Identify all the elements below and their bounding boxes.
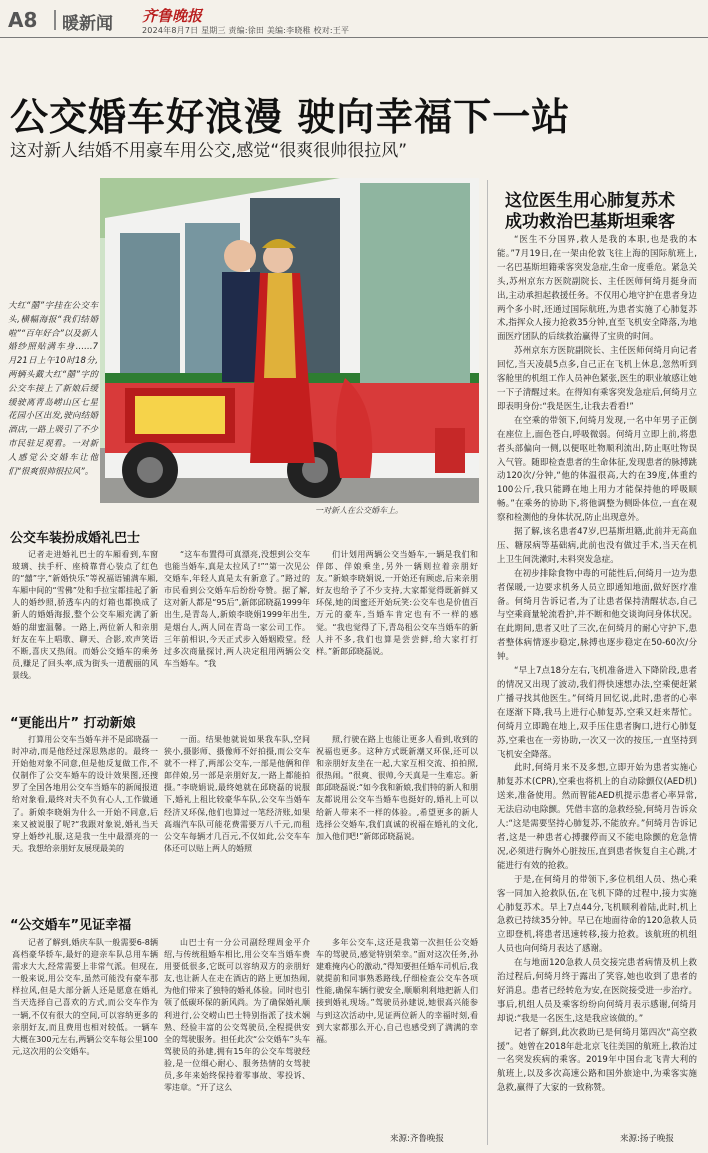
section-2-col-2: 一面。结果他就说如果我车队,空间狭小,摄影师、摄像师不好拍摄,而公交车就不一样了,两部公交车,一部是他俩和伴郎伴娘,另一部是亲朋好友,一路上都能拍摄。”李晓娟说,最终她就在邱晓磊的说服下,婚礼上租比较豪华车队,公交车当婚车经济又环保,他们也算过一笔经济账,如果高端汽车队可能花费需要万八千元,而租公交车每辆才几百元,不仅如此,公交车车体还可以贴上两人的婚照 [164, 735, 310, 853]
dateline: 2024年8月7日 星期三 责编:徐田 美编:李晓稚 校对:王平 [142, 26, 350, 35]
side-story-paragraph: 苏州京东方医院副院长、主任医师何绮月向记者回忆,当天凌晨5点多,自己正在飞机上休息,忽然听到客舱里的机组工作人员神色紧张,医生的职业敏感让她一下子清醒过来。在得知有乘客突发急症后,何绮月立即表明身份:“我是医生,让我去看看!” [497, 346, 697, 412]
wedding-bus-illustration [100, 178, 479, 503]
newspaper-logo: 齐鲁晚报 [142, 7, 203, 25]
main-subheadline: 这对新人结婚不用豪车用公交,感觉“很爽很帅很拉风” [10, 141, 408, 161]
side-story-paragraph: 在空乘的带领下,何绮月发现,一名中年男子正倒在座位上,面色苍白,呼吸微弱。何绮月立即上前,将患者头部偏向一侧,以便呕吐物顺利流出,防止呕吐物误入气管。随即检查患者的生命体征,发现患者的脉搏跳动120次/分钟,“他的体温很高,大约在39度,体重约100公斤,我只能蹲在地上用力才能保持他的呼吸顺畅。”在乘务的协助下,将他调整为侧卧体位,一直在观察和检测他的身体状况,防止出现意外。 [497, 415, 697, 524]
column-divider [487, 180, 488, 1145]
side-story-body [497, 234, 697, 1096]
section-1-col-3: 们计划用两辆公交当婚车,一辆是我们和伴郎、伴娘乘坐,另外一辆则拉着亲朋好友。”新娘李晓娟说,一开始还有顾虑,后来亲朋好友也给予了不少支持,大家都觉得既新鲜又环保,她的闺蜜还开始玩笑:公交车也是价值百万元的豪车,当婚车肯定也有不一样的感觉。“我也觉得了下,青岛租公交车当婚车的新人并不多,我们也算是尝尝鲜,给大家打打样。”新郎邱晓磊说。 [316, 550, 478, 656]
side-story-paragraph: 此时,何绮月来不及多想,立即开始为患者实施心肺复苏术(CPR),空乘也将机上的自动除颤仪(AED机)送来,准备使用。然而智能AED机提示患者心率异常,无法启动电除颤。凭借丰富的急救经验,何绮月告诉众人:“这是需要坚持心肺复苏,不能放弃。”何绮月告诉记者,这是一种患者心搏骤停而又不能电除颤的危急情况,必须进行胸外心脏按压,直到患者恢复自主心跳,才能进行有效的抢救。 [497, 763, 697, 871]
section-3-col-2: 山巴士有一分公司副经理周金平介绍,与传统租婚车相比,用公交车当婚车费用要低很多,它既可以容纳双方的亲朋好友,也让新人在走在酒店的路上更加热闹,为他们带来了独特的婚礼体验。同时也引领了低碳环保的新风尚。为了确保婚礼顺利进行,公交崂山巴士特别指派了技术娴熟、经验丰富的公交驾驶员,全程提供安全的驾驶服务。担任此次“公交婚车”头车驾驶员的孙建,拥有15年的公交车驾驶经验,是一位细心耐心、服务热情的女驾驶员,多年来始终保持着零事故、零投诉、零违章。“开了这么 [164, 938, 310, 1093]
side-story-title-line-1: 这位医生用心肺复苏术 [505, 191, 675, 211]
section-1-col-1: 记者走进婚礼巴士的车厢看到,车窗玻璃、扶手杆、座椅靠背心装点了红色的“囍”字,“新婚快乐”等祝福语铺满车厢,车厢中间的“雪佛”处和手拉宝都挂起了新人的婚纱照,骄透车内的灯箱也都换成了新人的婚婚海报,整个公交车厢充满了新婚的甜蜜温馨。一路上,两位新人和亲朋好友在车上唱歌、聊天、合影,欢声笑语不断,喜庆又热闹。而婚公交婚车的乘务员,赚足了回头率,成为街头一道靓丽的风景线。 [12, 550, 158, 680]
side-story-paragraph: “早上7点18分左右,飞机准备进入下降阶段,患者的情况又出现了波动,我们得快速想办法,空乘便赶紧广播寻找其他医生。”何绮月回忆说,此时,患者的心率在逐渐下降,我马上进行心肺复苏,空乘又赶来帮忙。何绮月立即跪在地上,双手压住患者胸口,进行心肺复苏,空乘也在一旁协助,一次又一次的按压,一直坚持到飞机安全降落。 [497, 666, 697, 760]
side-story-paragraph: 在与地面120急救人员交接完患者病情及机上救治过程后,何绮月终于露出了笑容,她也收到了患者的好消息。患者已经转危为安,在医院接受进一步治疗。事后,机组人员及乘客纷纷向何绮月表示感谢,何绮月却说:“我是一名医生,这是我应该做的。” [497, 958, 697, 1024]
section-3-col-1: 记者了解到,婚庆车队一般需要6-8辆高档豪华轿车,最好的迎亲车队总用车辆需求大大,经常需要上非常气派。但现在,一般来说,用公交车,虽然可能没有豪车那样拉风,但是大部分新人还是愿意在婚礼当天选择自己喜欢的方式,而公交车作为一辆,不仅有很大的空间,可以容纳更多的亲朋好友,而且费用也相对较低。一辆车大概在300元左右,两辆公交车每公里100元,这次用的公交婚车。 [12, 938, 158, 1056]
section-2-col-3: 照,行驶在路上也能让更多人看到,收到的祝福也更多。这种方式既新潮又环保,还可以和亲朋好友坐在一起,大家互相交流、拍拍照,很热闹。“很爽、很帅,今天真是一生难忘。新郎邱晓磊说:“如今我和新娘,我们特的新人和朋友都说用公交车当婚车也挺好的,婚礼上可以给新人带来不一样的体验。,希望更多的新人选择公交婚车,我们真诚的祝福在婚礼的文化,加入他们吧!”新郎邱晓磊说。 [316, 735, 478, 841]
photo-caption: 一对新人在公交婚车上。 [315, 506, 403, 515]
side-story-title-line-2: 成功救治巴基斯坦乘客 [505, 212, 675, 232]
page-number: A8 [8, 8, 38, 32]
side-story-paragraph: 记者了解到,此次救助已是何绮月第四次“高空救援”。她曾在2018年赴北京飞往美国的航班上,救治过一名突发疾病的乘客。2019年中国台北飞青大利的航班上,以及多次高速公路和国外旅途中,为乘客实施急救,赢得了大家的一致称赞。 [497, 1027, 697, 1094]
photo-side-caption: 大红“囍”字挂在公交车头,横幅海报“我们结婚啦”“百年好合”以及新人婚纱照贴满车身……7月21日上午10时18分,两辆头戴大红“囍”字的公交车接上了新娘后缓缓驶离青岛崂山区七星花园小区出发,驶向结婚酒店,一路上吸引了不少市民驻足观看。一对新人感觉公交婚车让他们“很爽很帅很拉风”。 [8, 301, 98, 477]
side-story-paragraph: 据了解,该名患者47岁,巴基斯坦籍,此前并无高血压、糖尿病等基础病,此前也没有做过手术,当天在机上卫生间洗漱时,未料突发急症。 [497, 527, 697, 565]
section-title-2: “更能出片” 打动新娘 [10, 716, 136, 731]
main-story-source: 来源:齐鲁晚报 [390, 1134, 444, 1144]
side-story-paragraph: 于是,在何绮月的带领下,多位机组人员、热心乘客一同加入抢救队伍,在飞机下降的过程中,接力实施心肺复苏术。早上7点44分,飞机顺利着陆,此时,机上急救已持续35分钟。早已在地面待命的120急救人员立即登机,将患者迅速转移,接力抢救。该航班的机组人员也向何绮月表达了感谢。 [497, 874, 697, 955]
side-story-paragraph: 在初步排除食物中毒的可能性后,何绮月一边为患者保暖,一边要求机务人员立即通知地面,做好医疗准备。何绮月告诉记者,为了让患者保持清醒状态,自己与空乘商量轮流看护,并不断和他交谈询问身体状况。在此期间,患者又吐了三次,在何绮月的耐心守护下,患者整体病情逐步稳定,脉搏也逐步稳定在50-60次/分钟。 [497, 568, 697, 663]
section-title-3: “公交婚车”见证幸福 [10, 918, 132, 933]
section-3-col-3: 多年公交车,这还是我第一次担任公交婚车的驾驶员,感觉特别荣幸。”面对这次任务,孙建难掩内心的激动,“得知要担任婚车司机后,我就提前和同事熟悉路线,仔细检查公交车各项性能,确保车辆行驶安全,顺顺利利地把新人们接到婚礼现场。”驾驶员孙建说,她很高兴能参与到这次活动中,见证两位新人的幸福时刻,看到大家都那么开心,自己也感受到了满满的幸福。 [316, 938, 478, 1044]
section-name: 暖新闻 [62, 14, 113, 34]
section-2-col-1: 打算用公交车当婚车并不是邱晓磊一时冲动,而是他经过深思熟虑的。最终一开始他对象不同意,但是他反复做工作,不仅制作了公交车婚车的设计效果图,还搜罗了全国各地用公交车当婚车的新闻报道给对象看,最终对夫不负有心人,工作做通了。新娘李晓娟为什么一开始不同意,后来又被说服了呢?“我跟对象说,婚礼当天穿上婚纱礼服,这是我一生中最漂亮的一天。我想给亲朋好友展现最美的 [12, 735, 158, 853]
section-title-1: 公交车装扮成婚礼巴士 [10, 531, 141, 546]
page-header [0, 0, 708, 38]
section-divider [54, 10, 56, 30]
wedding-bus-photo [100, 178, 479, 503]
side-story-source: 来源:扬子晚报 [620, 1134, 674, 1144]
main-headline: 公交婚车好浪漫 驶向幸福下一站 [10, 95, 571, 139]
section-1-col-2: “这车布置得可真漂亮,没想到公交车也能当婚车,真是太拉风了!”“第一次见公交婚车,年轻人真是太有新意了。”路过的市民看到公交婚车后纷纷夸赞。据了解,这对新人都是“95后”,新郎邱晓磊1999年出生,是青岛人,新娘李晓娟1999年出生,是烟台人,两人同在青岛一家公司工作。三年前相识,今天正式步入婚姻殿堂。经过多次商量探讨,两人决定租用两辆公交车当婚车。“我 [164, 550, 310, 668]
side-story-paragraph: “医生不分国界,救人是我的本职,也是我的本能。”7月19日,在一架由伦敦飞往上海的国际航班上,一名巴基斯坦籍乘客突发急症,生命一度垂危。紧急关头,苏州京东方医院副院长、主任医师何绮月挺身而出,主动承担起救援任务。不仅用心地守护在患者身边两个多小时,还通过国际航班,为患者实施了心肺复苏术,指挥众人接力抢救35分钟,直至飞机安全降落,为地面医疗团队的后续救治赢得了宝贵的时间。 [497, 235, 697, 343]
